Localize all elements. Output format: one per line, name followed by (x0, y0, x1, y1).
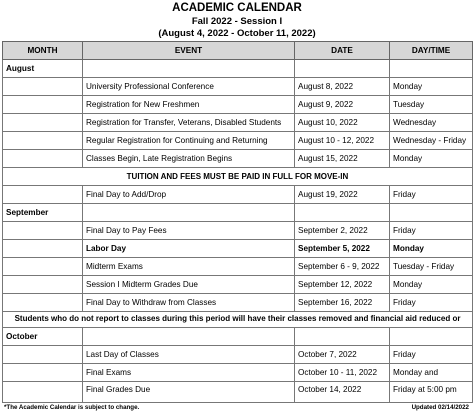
table-header-row (3, 42, 473, 60)
table-row (3, 294, 473, 312)
table-row (3, 382, 473, 403)
event-day: Tuesday (390, 96, 473, 114)
event-date: August 8, 2022 (295, 78, 390, 96)
month-cell (3, 132, 83, 150)
month-label: August (3, 60, 83, 78)
event-name: Final Grades Due (83, 382, 295, 403)
event-date: August 15, 2022 (295, 150, 390, 168)
column-header-month: MONTH (3, 42, 83, 60)
updated-date: Updated 02/14/2022 (411, 404, 469, 411)
session-date-range: (August 4, 2022 - October 11, 2022) (158, 28, 316, 39)
table-row (3, 132, 473, 150)
event-date: September 16, 2022 (295, 294, 390, 312)
month-label: October (3, 328, 83, 346)
event-day: Friday (390, 186, 473, 204)
month-section-row (3, 328, 473, 346)
event-name: Registration for New Freshmen (83, 96, 295, 114)
table-row (3, 346, 473, 364)
event-cell (83, 204, 295, 222)
month-cell (3, 150, 83, 168)
event-day: Wednesday - Friday (390, 132, 473, 150)
event-day: Friday (390, 294, 473, 312)
event-name: Regular Registration for Continuing and Returning (83, 132, 295, 150)
event-day: Friday at 5:00 pm (390, 382, 473, 403)
table-row (3, 258, 473, 276)
event-name: Final Exams (83, 364, 295, 382)
event-date: August 10 - 12, 2022 (295, 132, 390, 150)
event-day: Monday (390, 240, 473, 258)
day-cell (390, 60, 473, 78)
table-row (3, 114, 473, 132)
column-header-date: DATE (295, 42, 390, 60)
month-cell (3, 364, 83, 382)
calendar-title: ACADEMIC CALENDAR (172, 2, 302, 14)
table-row (3, 96, 473, 114)
event-name: Labor Day (83, 240, 295, 258)
month-cell (3, 78, 83, 96)
tuition-notice: TUITION AND FEES MUST BE PAID IN FULL FOR MOVE-IN (3, 168, 473, 186)
event-name: Final Day to Withdraw from Classes (83, 294, 295, 312)
column-header-event: EVENT (83, 42, 295, 60)
event-name: Final Day to Add/Drop (83, 186, 295, 204)
withdrawal-notice: Students who do not report to classes during this period will have their classes removed and financial aid reduced or (3, 312, 473, 328)
tuition-notice-row (3, 168, 473, 186)
month-cell (3, 346, 83, 364)
event-name: Classes Begin, Late Registration Begins (83, 150, 295, 168)
event-date: October 10 - 11, 2022 (295, 364, 390, 382)
day-cell (390, 328, 473, 346)
column-header-day-time: DAY/TIME (390, 42, 473, 60)
event-day: Monday (390, 150, 473, 168)
table-row (3, 150, 473, 168)
month-cell (3, 222, 83, 240)
withdrawal-notice-row (3, 312, 473, 328)
event-day: Tuesday - Friday (390, 258, 473, 276)
month-cell (3, 294, 83, 312)
event-date: September 5, 2022 (295, 240, 390, 258)
disclaimer-note: *The Academic Calendar is subject to change. (4, 404, 140, 411)
event-date: September 12, 2022 (295, 276, 390, 294)
event-day: Friday (390, 222, 473, 240)
table-body (3, 60, 473, 403)
month-section-row (3, 60, 473, 78)
event-cell (83, 328, 295, 346)
event-date: September 6 - 9, 2022 (295, 258, 390, 276)
event-date: September 2, 2022 (295, 222, 390, 240)
event-day: Wednesday (390, 114, 473, 132)
month-cell (3, 240, 83, 258)
event-name: Registration for Transfer, Veterans, Disabled Students (83, 114, 295, 132)
event-day: Monday (390, 78, 473, 96)
date-cell (295, 204, 390, 222)
event-date: August 9, 2022 (295, 96, 390, 114)
month-section-row (3, 204, 473, 222)
table-row (3, 186, 473, 204)
month-cell (3, 186, 83, 204)
day-cell (390, 204, 473, 222)
month-label: September (3, 204, 83, 222)
session-label: Fall 2022 - Session I (191, 16, 283, 27)
event-date: August 19, 2022 (295, 186, 390, 204)
month-cell (3, 258, 83, 276)
month-cell (3, 114, 83, 132)
event-day: Monday and (390, 364, 473, 382)
event-date: August 10, 2022 (295, 114, 390, 132)
event-date: October 7, 2022 (295, 346, 390, 364)
event-day: Friday (390, 346, 473, 364)
month-cell (3, 382, 83, 403)
event-name: Final Day to Pay Fees (83, 222, 295, 240)
table-row (3, 364, 473, 382)
table-row (3, 240, 473, 258)
table-row (3, 276, 473, 294)
date-cell (295, 60, 390, 78)
event-day: Monday (390, 276, 473, 294)
table-row (3, 222, 473, 240)
month-cell (3, 96, 83, 114)
event-name: Session I Midterm Grades Due (83, 276, 295, 294)
table-row (3, 78, 473, 96)
event-name: Last Day of Classes (83, 346, 295, 364)
month-cell (3, 276, 83, 294)
date-cell (295, 328, 390, 346)
event-date: October 14, 2022 (295, 382, 390, 403)
event-name: University Professional Conference (83, 78, 295, 96)
event-cell (83, 60, 295, 78)
academic-calendar-table (2, 41, 473, 403)
event-name: Midterm Exams (83, 258, 295, 276)
